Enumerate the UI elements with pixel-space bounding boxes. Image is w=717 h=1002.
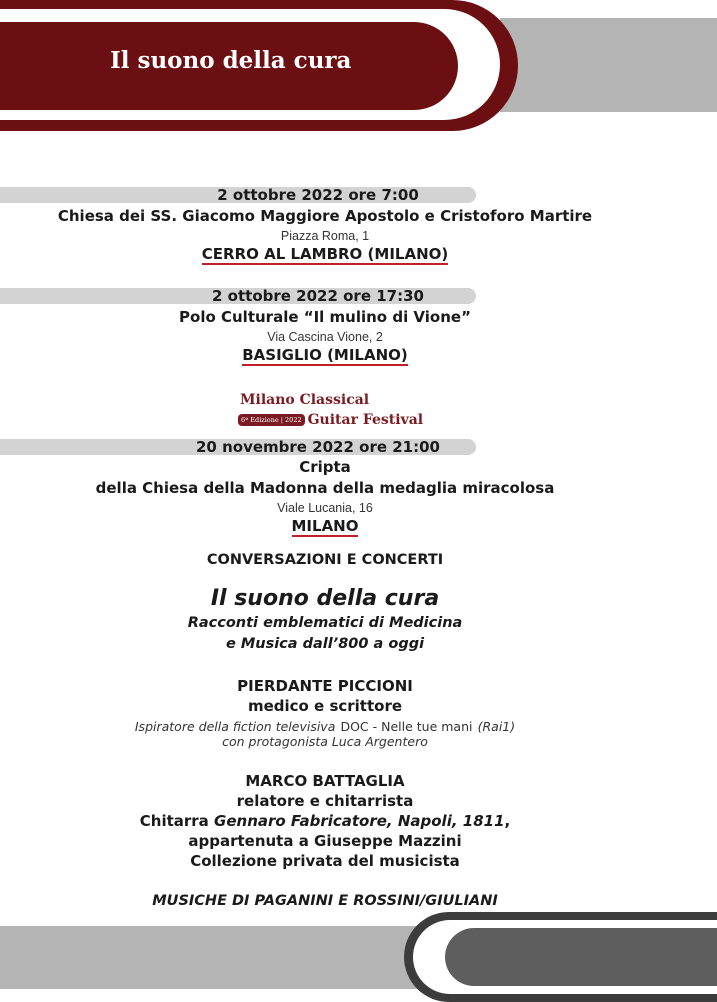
- festival-logo-line1: Milano Classical: [240, 392, 370, 408]
- event-3-city: MILANO: [291, 517, 359, 535]
- event-2-address: Via Cascina Vione, 2: [267, 330, 383, 344]
- speaker-2-guitar: Chitarra Gennaro Fabricatore, Napoli, 1811,: [139, 812, 511, 830]
- event-1-datetime: 2 ottobre 2022 ore 7:00: [217, 186, 419, 204]
- program-subtitle-line1: Racconti emblematici di Medicina: [187, 615, 463, 631]
- event-2-datetime: 2 ottobre 2022 ore 17:30: [212, 287, 424, 305]
- festival-edition-badge: 6ª Edizione | 2022: [238, 414, 305, 426]
- music-program: MUSICHE DI PAGANINI E ROSSINI/GIULIANI: [152, 893, 498, 909]
- event-3-datetime: 20 novembre 2022 ore 21:00: [195, 438, 440, 456]
- event-3-venue-line1: Cripta: [299, 458, 351, 476]
- speaker-1-description: Ispiratore della fiction televisiva DOC - Nelle tue mani (Rai1): [134, 719, 516, 734]
- speaker-2-guitar-owner: appartenuta a Giuseppe Mazzini: [188, 832, 462, 850]
- festival-logo: [238, 411, 423, 429]
- footer-grey-band: [0, 926, 440, 989]
- speaker-1-description-line2: con protagonista Luca Argentero: [222, 734, 428, 749]
- program-title: Il suono della cura: [210, 586, 440, 611]
- program-heading: CONVERSAZIONI E CONCERTI: [206, 552, 444, 568]
- header-grey-band: [500, 18, 717, 112]
- event-1-address: Piazza Roma, 1: [280, 229, 370, 243]
- speaker-2-collection: Collezione privata del musicista: [190, 852, 460, 870]
- event-2-venue: Polo Culturale “Il mulino di Vione”: [179, 308, 471, 326]
- page-title: Il suono della cura: [110, 47, 352, 74]
- event-3-venue-line2: della Chiesa della Madonna della medaglia miracolosa: [95, 479, 555, 497]
- speaker-2-role: relatore e chitarrista: [236, 792, 414, 810]
- program-subtitle-line2: e Musica dall’800 a oggi: [225, 636, 425, 652]
- event-2-city: BASIGLIO (MILANO): [242, 346, 408, 364]
- event-1-venue: Chiesa dei SS. Giacomo Maggiore Apostolo e Cristoforo Martire: [57, 207, 593, 225]
- festival-logo-line2: Guitar Festival: [307, 412, 424, 428]
- event-3-address: Viale Lucania, 16: [277, 501, 373, 515]
- speaker-1-role: medico e scrittore: [247, 697, 403, 715]
- speaker-2-name: MARCO BATTAGLIA: [245, 772, 405, 790]
- event-1-city: CERRO AL LAMBRO (MILANO): [201, 245, 449, 263]
- footer-banner: [445, 928, 717, 986]
- speaker-1-name: PIERDANTE PICCIONI: [237, 677, 413, 695]
